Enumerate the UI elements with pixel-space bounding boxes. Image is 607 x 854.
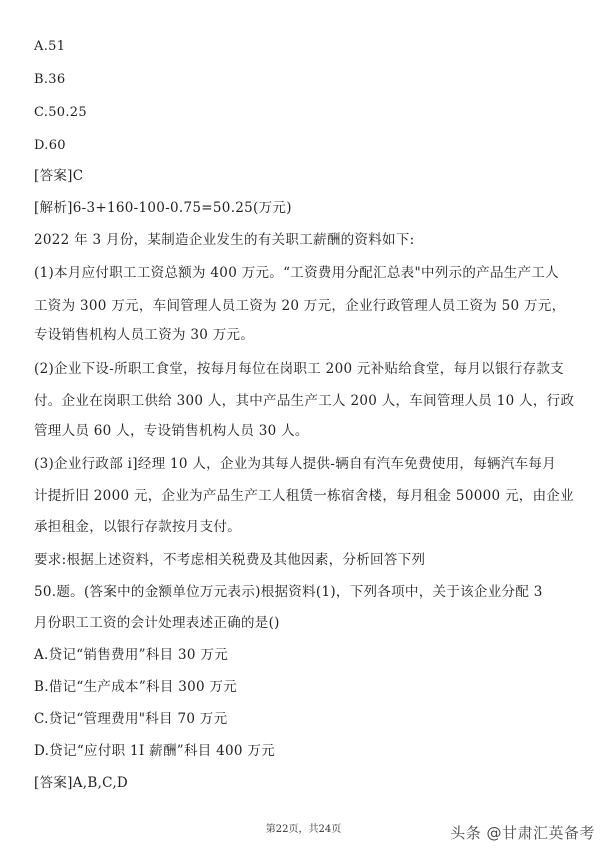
page-number: 第22页，共24页 [265,824,342,835]
material-2-line-3: 管理人员 60 人，专设销售机构人员 30 人。 [34,423,309,439]
analysis-prev: [解析]6-3+160-100-0.75=50.25(万元) [34,200,292,216]
option-d-prev: D.60 [34,138,66,153]
material-2-line-1: (2)企业下设-所职工食堂，按每月每位在岗职工 200 元补贴给食堂，每月以银行存款支 [34,361,564,377]
question-50-line-2: 月份职工工资的会计处理表述正确的是() [34,615,280,631]
option-b-prev: B.36 [34,72,66,87]
option-a-prev: A.51 [34,39,66,54]
material-1-line-3: 专设销售机构人员工资为 30 万元。 [34,327,255,343]
option-c-prev: C.50.25 [34,105,87,120]
material-3-line-1: (3)企业行政部 i]经理 10 人，企业为其每人提供-辆自有汽车免费使用，每辆汽车每月 [34,456,557,472]
answer-prev: [答案]C [34,168,84,184]
answer-q50: [答案]A,B,C,D [34,775,129,791]
option-a-q50: A.贷记“销售费用”科目 30 万元 [34,647,229,663]
material-1-line-2: 工资为 300 万元，车间管理人员工资为 20 万元，企业行政管理人员工资为 50 万元， [34,298,566,314]
watermark: 头条 @甘肃汇英备考 [450,824,595,842]
question-50-line-1: 50.题。(答案中的金额单位万元表示)根据资料(1)，下列各项中，关于该企业分配 3 [34,584,543,600]
option-d-q50: D.贷记“应付职 1I 薪酬”科目 400 万元 [34,743,275,759]
option-c-q50: C.贷记“管理费用"科目 70 万元 [34,711,228,727]
material-2-line-2: 付。企业在岗职工供给 300 人，其中产品生产工人 200 人，车间管理人员 10 人，行政 [34,393,575,409]
material-3-line-3: 承担租金，以银行存款按月支付。 [34,519,241,535]
material-3-line-2: 计提折旧 2000 元，企业为产品生产工人租赁一栋宿舍楼，每月租金 50000 元，由企业 [34,488,574,504]
option-b-q50: B.借记“生产成本”科目 300 万元 [34,679,238,695]
requirement-text: 要求:根据上述资料，不考虑相关税费及其他因素，分析回答下列 [34,552,426,568]
intro-paragraph: 2022 年 3 月份，某制造企业发生的有关职工薪酬的资料如下: [34,232,415,248]
material-1-line-1: (1)本月应付职工工资总额为 400 万元。“工资费用分配汇总表"中列示的产品生产工人 [34,265,559,281]
